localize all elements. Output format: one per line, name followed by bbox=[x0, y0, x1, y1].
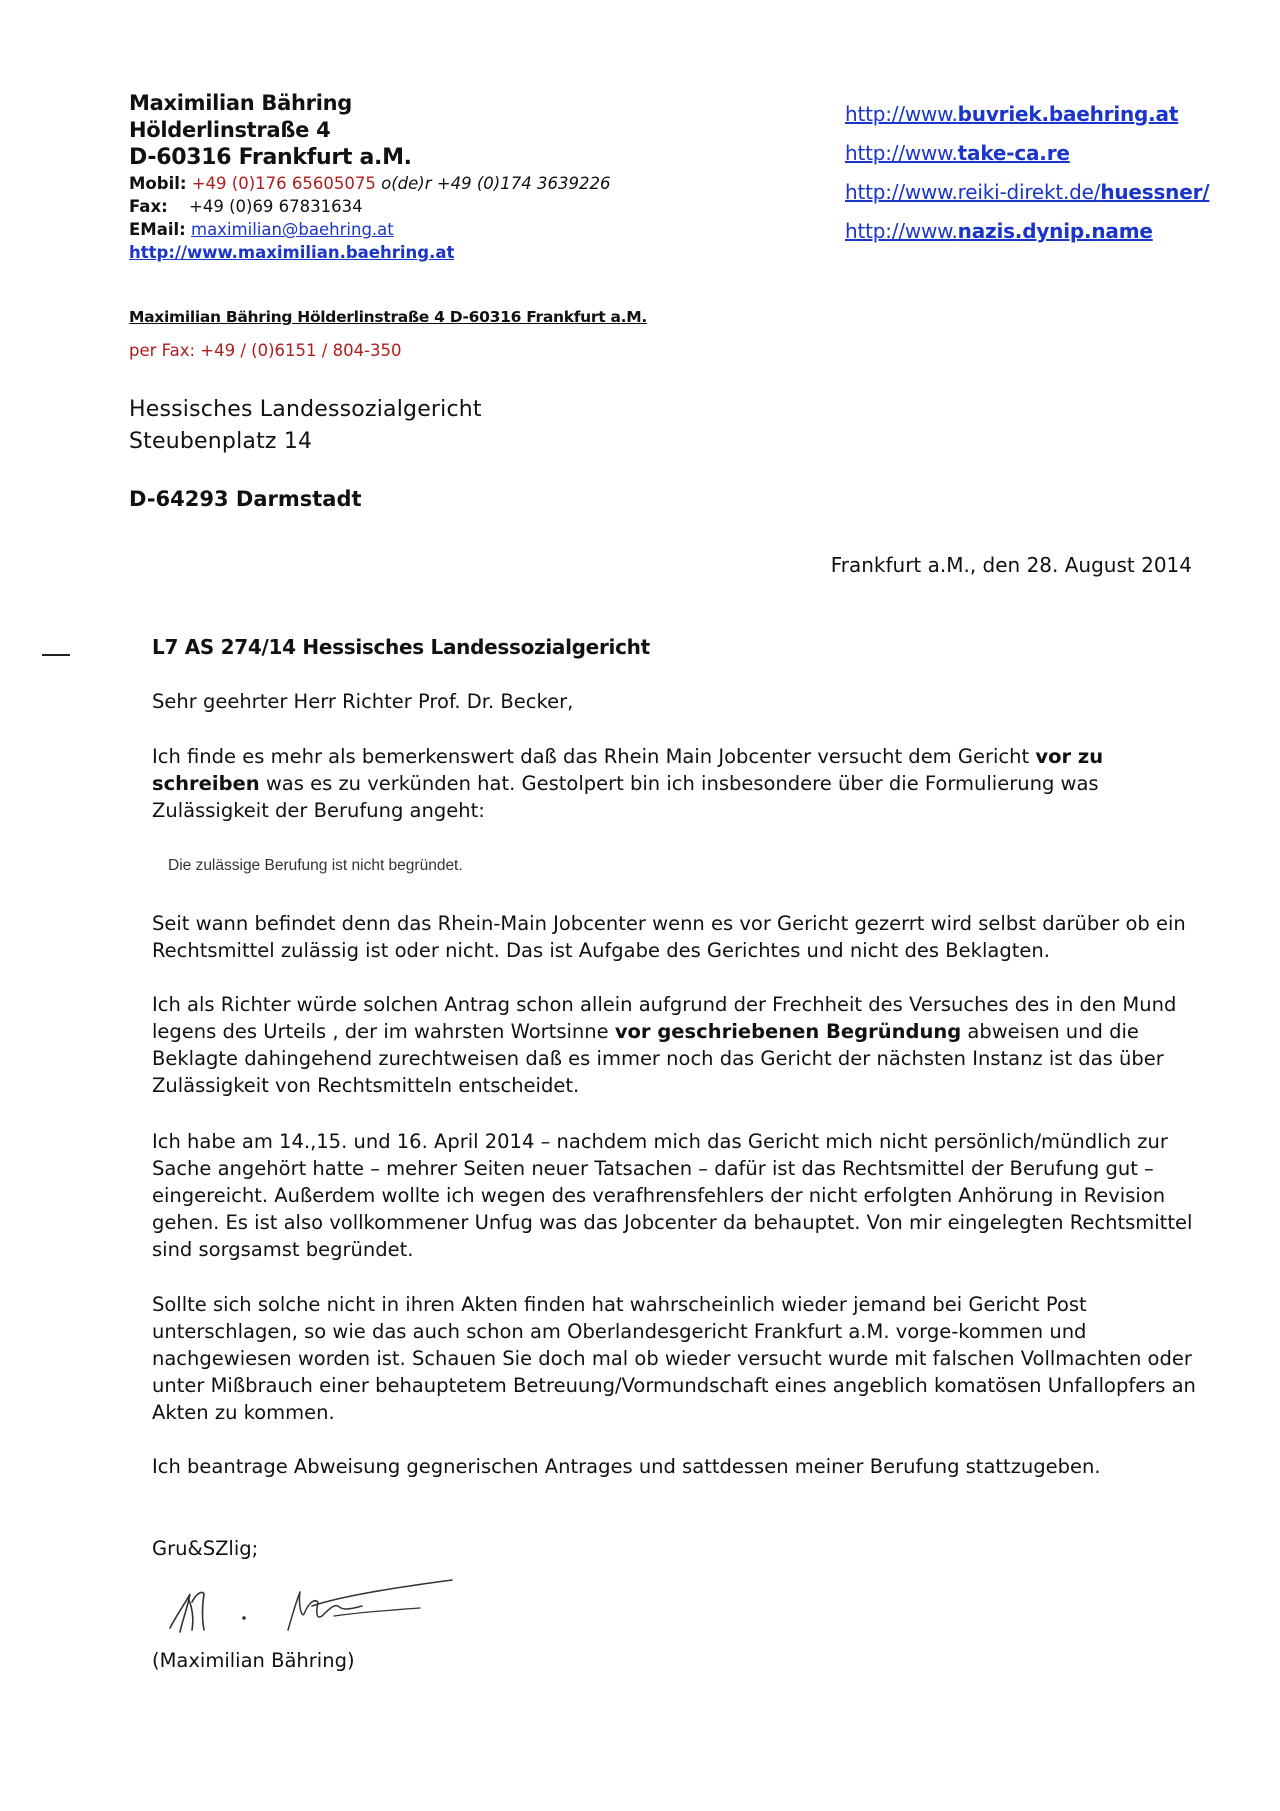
signature-name: (Maximilian Bähring) bbox=[152, 1649, 355, 1672]
weblink-2[interactable] bbox=[845, 141, 1209, 180]
closing: Gru&SZlig; bbox=[152, 1537, 259, 1560]
mobile-or: o(de)r bbox=[375, 174, 437, 193]
paragraph-5: Sollte sich solche nicht in ihren Akten finden hat wahrscheinlich wieder jemand bei Gericht Post unterschlagen, so wie das auch schon am Oberlandesgericht Frankfurt a.M. vorge-kommen und nachgewiesen worden ist. Schauen Sie doch mal ob wieder versucht wurde mit falschen Vollmachten oder unter Mißbrauch einer behauptetem Betreuung/Vormundschaft eines angeblich komatösen Unfallopfers an Akten zu kommen. bbox=[152, 1293, 1196, 1424]
email-label: EMail: bbox=[129, 220, 186, 239]
recipient-zip: D-64293 bbox=[129, 487, 229, 511]
email-link[interactable]: maximilian@baehring.at bbox=[191, 220, 394, 239]
recipient-zip-city bbox=[129, 487, 362, 511]
recipient-address bbox=[129, 394, 482, 458]
sender-name: Maximilian Bähring bbox=[129, 91, 352, 115]
paragraph-6: Ich beantrage Abweisung gegnerischen Antrages und sattdessen meiner Berufung stattzugeben. bbox=[152, 1455, 1101, 1478]
fold-mark bbox=[42, 654, 70, 656]
recipient-line2: Steubenplatz 14 bbox=[129, 429, 313, 454]
mobile-number-2: +49 (0)174 3639226 bbox=[436, 174, 611, 193]
weblink-4[interactable] bbox=[845, 219, 1209, 258]
paragraph-3 bbox=[152, 991, 1202, 1099]
fax-to: per Fax: +49 / (0)6151 / 804-350 bbox=[129, 341, 402, 360]
weblink-host: buvriek.baehring.at bbox=[957, 102, 1179, 126]
sender-fax-line bbox=[129, 199, 610, 222]
paragraph-4: Ich habe am 14.,15. und 16. April 2014 – nachdem mich das Gericht mich nicht persönlich/mündlich zur Sache angehört hatte – mehrer Seiten neuer Tatsachen – dafür ist das Rechtsmittel der Berufung gut – eingereicht. Außerdem wollte ich wegen des verafhrensfehlers der nicht erfolgten Anhörung in Revision gehen. Es ist also vollkommener Unfug was das Jobcenter da behauptet. Von mir eingelegten Rechtsmittel sind sorgsamst begründet. bbox=[152, 1130, 1193, 1261]
sender-mobile-line bbox=[129, 176, 610, 199]
letter-subject: L7 AS 274/14 Hessisches Landessozialgericht bbox=[152, 635, 650, 659]
fax-number: +49 (0)69 67831634 bbox=[189, 197, 363, 216]
return-address: Maximilian Bähring Hölderlinstraße 4 D-60316 Frankfurt a.M. bbox=[129, 308, 647, 326]
weblink-3[interactable] bbox=[845, 180, 1209, 219]
weblink-prefix: http://www. bbox=[845, 141, 958, 165]
recipient-line1: Hessisches Landessozialgericht bbox=[129, 397, 482, 422]
mobile-number-1: +49 (0)176 65605075 bbox=[191, 174, 376, 193]
weblink-prefix: http://www. bbox=[845, 102, 958, 126]
p3-emphasis: vor geschriebenen Begründung bbox=[614, 1020, 962, 1043]
sender-street: Hölderlinstraße 4 bbox=[129, 118, 331, 142]
p1-emphasis: vor zu schreiben bbox=[152, 745, 1104, 795]
sender-block bbox=[129, 93, 610, 268]
p1-text-a: Ich finde es mehr als bemerkenswert daß das Rhein Main Jobcenter versucht dem Gericht bbox=[152, 745, 1036, 768]
mobile-label: Mobil: bbox=[129, 174, 187, 193]
salutation: Sehr geehrter Herr Richter Prof. Dr. Becker, bbox=[152, 690, 574, 713]
weblink-host: huessner/ bbox=[1100, 180, 1210, 204]
weblinks-list bbox=[845, 102, 1209, 258]
quoted-statement: Die zulässige Berufung ist nicht begründet. bbox=[168, 857, 463, 874]
sender-email-line bbox=[129, 222, 610, 245]
weblink-host: nazis.dynip.name bbox=[957, 219, 1153, 243]
weblink-prefix: http://www.reiki-direkt.de/ bbox=[845, 180, 1101, 204]
paragraph-1 bbox=[152, 743, 1202, 824]
recipient-city: Darmstadt bbox=[228, 487, 362, 511]
weblink-prefix: http://www. bbox=[845, 219, 958, 243]
sender-website-line bbox=[129, 245, 610, 268]
paragraph-2: Seit wann befindet denn das Rhein-Main Jobcenter wenn es vor Gericht gezerrt wird selbst darüber ob ein Rechtsmittel zulässig ist oder nicht. Das ist Aufgabe des Gerichtes und nicht des Beklagten. bbox=[152, 912, 1186, 962]
p3-text-a: Ich als Richter würde solchen Antrag schon allein aufgrund der Frechheit des Versuches des in den Mund legens des Urteils , der im wahrsten Wortsinne bbox=[152, 993, 1177, 1043]
weblink-1[interactable] bbox=[845, 102, 1209, 141]
sender-city: D-60316 Frankfurt a.M. bbox=[129, 145, 412, 170]
p1-text-c: was es zu verkünden hat. Gestolpert bin ich insbesondere über die Formulierung was Zulässigkeit der Berufung angeht: bbox=[152, 772, 1099, 822]
website-link[interactable]: http://www.maximilian.baehring.at bbox=[129, 243, 455, 262]
letter-date: Frankfurt a.M., den 28. August 2014 bbox=[830, 553, 1192, 577]
handwritten-signature bbox=[152, 1566, 512, 1646]
p3-text-c: abweisen und die Beklagte dahingehend zurechtweisen daß es immer noch das Gericht der nächsten Instanz ist das über Zulässigkeit von Rechtsmitteln entscheidet. bbox=[152, 1020, 1164, 1097]
fax-label: Fax: bbox=[129, 197, 168, 216]
weblink-host: take-ca.re bbox=[957, 141, 1070, 165]
